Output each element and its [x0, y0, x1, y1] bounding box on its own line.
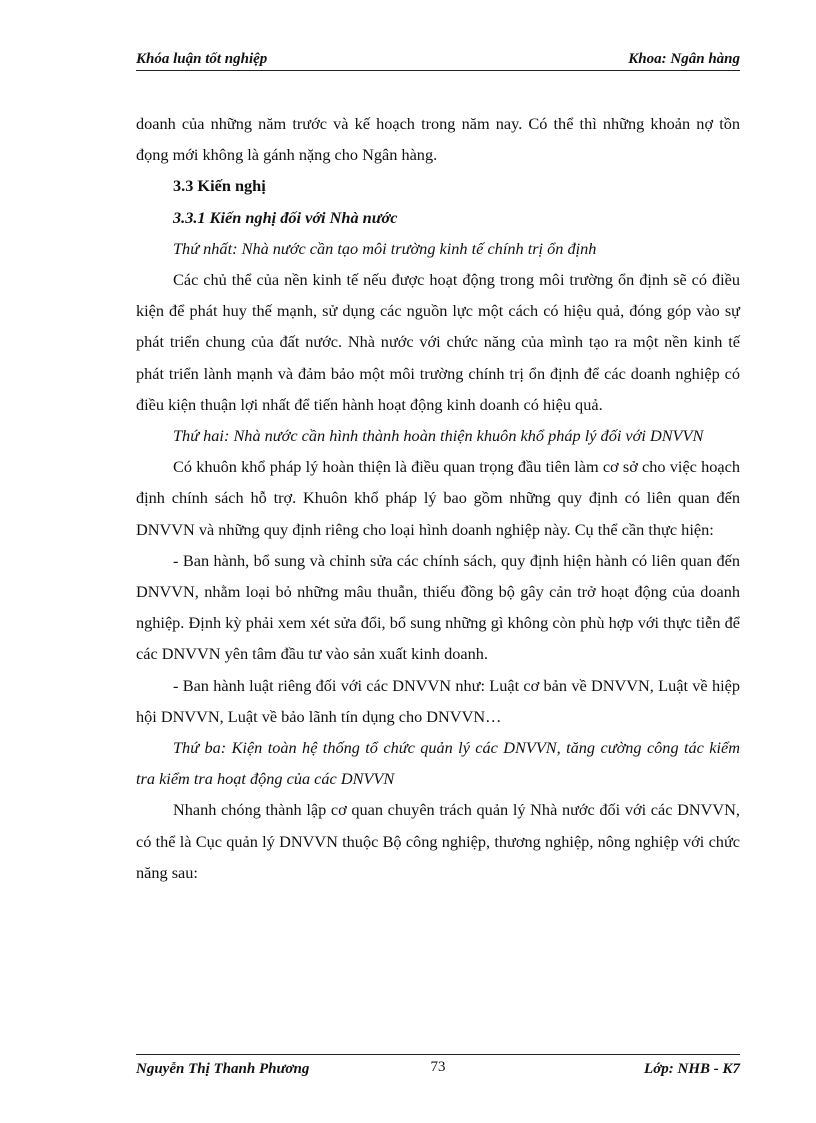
- paragraph-legal-framework: Có khuôn khổ pháp lý hoàn thiện là điều quan trọng đầu tiên làm cơ sở cho việc hoạch định chính sách hỗ trợ. Khuôn khổ pháp lý bao gồm những quy định có liên quan đến DNVVN và những quy định riêng cho loại hình doanh nghiệp này. Cụ thể cần thực hiện:: [136, 457, 740, 539]
- paragraph-stable-environment: Các chủ thể của nền kinh tế nếu được hoạt động trong môi trường ổn định sẽ có điều kiện để phát huy thế mạnh, sử dụng các nguồn lực một cách có hiệu quả, đóng góp vào sự phát triển chung của đất nước. Nhà nước với chức năng của mình tạo ra một nền kinh tế phát triển lành mạnh và đảm bảo một môi trường chính trị ổn định để các doanh nghiệp có điều kiện thuận lợi nhất để tiến hành hoạt động kinh doanh có hiệu quả.: [136, 270, 740, 414]
- paragraph-management-agency: Nhanh chóng thành lập cơ quan chuyên trách quản lý Nhà nước đối với các DNVVN, có thể là Cục quản lý DNVVN thuộc Bộ công nghiệp, thương nghiệp, nông nghiệp với chức năng sau:: [136, 800, 740, 882]
- recommendation-second-title: Thứ hai: Nhà nước cần hình thành hoàn thiện khuôn khổ pháp lý đối với DNVVN: [173, 426, 704, 446]
- bullet-item-laws: - Ban hành luật riêng đối với các DNVVN như: Luật cơ bản về DNVVN, Luật về hiệp hội DNVVN, Luật về bảo lãnh tín dụng cho DNVVN…: [136, 675, 740, 726]
- bullet-item-policies: - Ban hành, bổ sung và chỉnh sửa các chính sách, quy định hiện hành có liên quan đến DNVVN, nhằm loại bỏ những mâu thuẫn, thiếu đồng bộ gây cản trở hoạt động của doanh nghiệp. Định kỳ phải xem xét sửa đổi, bổ sung những gì không còn phù hợp với thực tiễn để các DNVVN yên tâm đầu tư vào sản xuất kinh doanh.: [136, 550, 740, 664]
- page-footer: [136, 1054, 740, 1083]
- recommendation-first-title: Thứ nhất: Nhà nước cần tạo môi trường kinh tế chính trị ổn định: [173, 238, 597, 258]
- footer-author: Nguyễn Thị Thanh Phương: [136, 1061, 310, 1077]
- footer-class: Lớp: NHB - K7: [644, 1061, 740, 1077]
- header-thesis-title: Khóa luận tốt nghiệp: [136, 51, 268, 67]
- page-body: [136, 108, 740, 888]
- section-heading-3-3-1: 3.3.1 Kiến nghị đối với Nhà nước: [173, 207, 398, 227]
- section-heading-3-3: 3.3 Kiến nghị: [173, 176, 266, 196]
- header-faculty: Khoa: Ngân hàng: [628, 51, 740, 67]
- recommendation-third-title: Thứ ba: Kiện toàn hệ thống tổ chức quản lý các DNVVN, tăng cường công tác kiểm tra kiểm tra hoạt động của các DNVVN: [136, 738, 740, 789]
- paragraph-continuation: doanh của những năm trước và kế hoạch trong năm nay. Có thể thì những khoản nợ tồn đọng mới không là gánh nặng cho Ngân hàng.: [136, 114, 740, 165]
- page-number: 73: [430, 1059, 446, 1075]
- page-header: [136, 50, 740, 71]
